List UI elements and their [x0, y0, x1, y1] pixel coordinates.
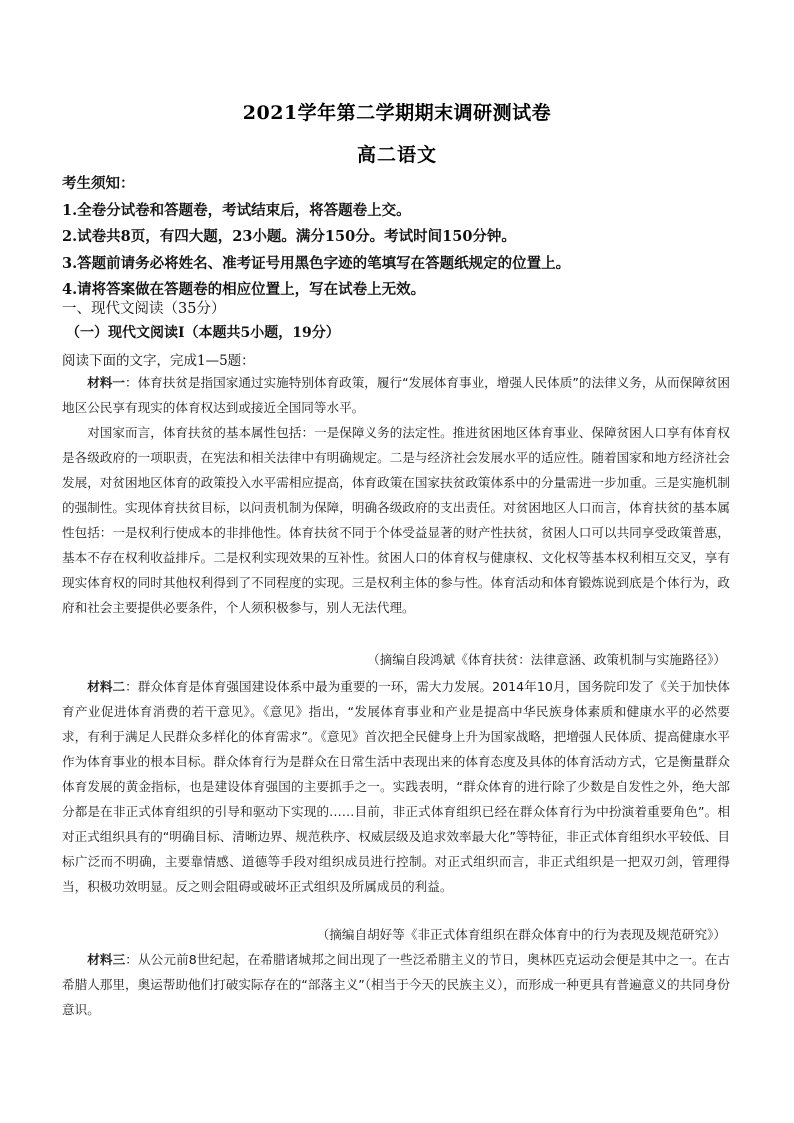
material-two-text: ：群众体育是体育强国建设体系中最为重要的一环，需大力发展。2014年10月，国务院印发了《关于加快体育产业促进体育消费的若干意见》。《意见》指出，“发展体育事业和产业是提高中华民族身体素质和健康水平的必然要求，有利于满足人民群众多样化的体育需求”。《意见》首次把全民健身上升为国家战略，把增强人民体质、提高健康水平作为体育事业的根本目标。群众体育行为是群众在日常生活中表现出来的体育态度及具体的体育活动方式，它是衡量群众体育发展的黄金指标，也是建设体育强国的主要抓手之一。实践表明，“群众体育的进行除了少数是自发性之外，绝大部分都是在非正式体育组织的引导和驱动下实现的……目前，非正式体育组织已经在群众体育行为中扮演着重要角色”。相对正式组织具有的“明确目标、清晰边界、规范秩序、权威层级及追求效率最大化”等特征，非正式体育组织水平较低、目标广泛而不明确，主要靠情感、道德等手段对组织成员进行控制。对正式组织而言，非正式组织是一把双刃剑，管理得当，积极功效明显。反之则会阻碍或破坏正式组织及所属成员的利益。 — [62, 679, 731, 894]
material-one-source: （摘编自段鸿斌《体育扶贫：法律意涵、政策机制与实施路径》） — [367, 652, 726, 667]
notice-heading: 考生须知： — [62, 175, 135, 192]
candidate-notice — [62, 171, 742, 304]
material-one-label: 材料一 — [87, 375, 125, 390]
material-two-paragraph — [62, 674, 730, 899]
material-one-text: ：体育扶贫是指国家通过实施特别体育政策，履行“发展体育事业，增强人民体质”的法律义务，从而保障贫困地区公民享有现实的体育权达到或接近全国同等水平。 — [62, 375, 730, 415]
material-three-label: 材料三 — [87, 952, 126, 967]
material-two-label: 材料二 — [87, 679, 126, 694]
subsection-title: （一）现代文阅读Ⅰ（本题共5小题，19分） — [66, 325, 340, 341]
material-two — [62, 674, 730, 899]
exam-title: 2021学年第二学期期末调研测试卷 — [242, 102, 552, 124]
material-three-paragraph — [62, 947, 730, 1022]
material-one-paragraph-1 — [62, 370, 730, 420]
notice-item: 4.请将答案做在答题卷的相应位置上，写在试卷上无效。 — [62, 281, 426, 298]
section-title: 一、现代文阅读（35分） — [62, 301, 226, 317]
material-three — [62, 947, 730, 1022]
notice-item: 3.答题前请务必将姓名、准考证号用黑色字迹的笔填写在答题纸规定的位置上。 — [62, 254, 571, 272]
material-three-text: ：从公元前8世纪起，在希腊诸城邦之间出现了一些泛希腊主义的节日，奥林匹克运动会便是其中之一。在古希腊人那里，奥运帮助他们打破实际存在的“部落主义”（相当于今天的民族主义），而形成一种更具有普遍意义的共同身份意识。 — [62, 952, 731, 1017]
notice-item: 2.试卷共8页，有四大题，23小题。满分150分。考试时间150分钟。 — [62, 228, 516, 245]
notice-item: 1.全卷分试卷和答题卷，考试结束后，将答题卷上交。 — [62, 201, 411, 219]
material-two-source: （摘编自胡好等《非正式体育组织在群众体育中的行为表现及规范研究》） — [316, 927, 726, 942]
reading-instruction: 阅读下面的文字，完成1—5题： — [62, 353, 255, 369]
material-one — [62, 370, 730, 620]
material-one-paragraph-2: 对国家而言，体育扶贫的基本属性包括：一是保障义务的法定性。推进贫困地区体育事业、保障贫困人口享有体育权是各级政府的一项职责，在宪法和相关法律中有明确规定。二是与经济社会发展水平的适应性。随着国家和地方经济社会发展，对贫困地区体育的政策投入水平需相应提高，体育政策在国家扶贫政策体系中的分量需进一步加重。三是实施机制的强制性。实现体育扶贫目标，以问责机制为保障，明确各级政府的支出责任。对贫困地区人口而言，体育扶贫的基本属性包括：一是权利行使成本的非排他性。体育扶贫不同于个体受益显著的财产性扶贫，贫困人口可以共同享受政策普惠，基本不存在权利收益排斥。二是权利实现效果的互补性。贫困人口的体育权与健康权、文化权等基本权利相互交叉，享有现实体育权的同时其他权利得到了不同程度的实现。三是权利主体的参与性。体育活动和体育锻炼说到底是个体行为，政府和社会主要提供必要条件，个人须积极参与，别人无法代理。 — [62, 425, 730, 615]
exam-subtitle: 高二语文 — [356, 144, 437, 166]
